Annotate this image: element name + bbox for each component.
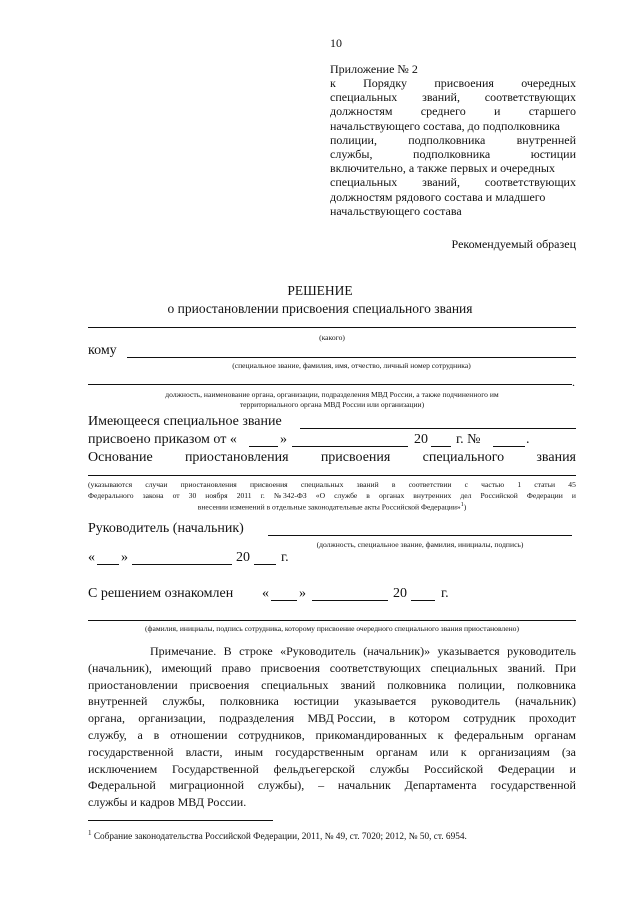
note-word: к <box>460 744 467 759</box>
note-line <box>88 693 576 710</box>
order-end-dot: . <box>526 432 530 447</box>
note-line <box>88 744 576 761</box>
appendix-word: должностям рядового состава и младшего <box>330 189 546 204</box>
acquainted-label: С решением ознакомлен <box>88 586 234 601</box>
basis-caption-word: частью <box>481 480 505 489</box>
basis-caption-word: от <box>172 491 180 500</box>
order-day-line <box>249 446 278 447</box>
note-line <box>88 761 576 778</box>
appendix-word: подполковника <box>408 132 486 147</box>
appendix-word: подполковника <box>413 147 491 162</box>
note-word: имеющий <box>161 660 212 675</box>
note-word: службы), <box>257 778 305 793</box>
note-word: руководитель <box>431 694 501 709</box>
basis-caption-word: внутренних <box>413 491 452 500</box>
note-word: званий. <box>507 660 546 675</box>
note-word: (начальник) <box>515 694 576 709</box>
appendix-word: среднего <box>420 104 466 119</box>
appendix-word: соответствующих <box>484 90 576 105</box>
note-word: государственной <box>88 744 174 759</box>
date-year-prefix: 20 <box>236 550 250 565</box>
acq-signature-line <box>88 620 576 621</box>
appendix-line <box>330 161 576 175</box>
note-word: иным <box>234 744 264 759</box>
note-word: в <box>153 727 160 742</box>
appendix-word: начальствующего состава <box>330 203 462 218</box>
appendix-word: должностям <box>330 104 393 119</box>
footnote-rule <box>88 820 273 821</box>
appendix-word: старшего <box>528 104 576 119</box>
appendix-body <box>330 76 576 218</box>
note-line <box>88 794 576 811</box>
note-line <box>88 643 576 660</box>
note-word: сотрудник <box>463 711 516 726</box>
appendix-line <box>330 204 576 218</box>
acq-open-quote: « <box>262 586 269 601</box>
basis-caption-word: присвоения <box>249 480 288 489</box>
note-word: фельдъегерской <box>273 761 355 776</box>
appendix-word: званий, <box>422 90 460 105</box>
appendix-line <box>330 104 576 118</box>
note-word: миграционной <box>169 778 245 793</box>
basis-caption-word: дел <box>460 491 472 500</box>
basis-caption-word: 45 <box>568 480 576 489</box>
appendix-line <box>330 190 576 204</box>
footnote-mark: 1 <box>88 829 92 837</box>
basis-caption-word: статьи <box>534 480 556 489</box>
basis-caption-word: специальных <box>300 480 344 489</box>
appendix-line <box>330 119 576 133</box>
note-word: полковника <box>219 694 279 709</box>
basis-caption-word: случаи <box>145 480 168 489</box>
basis-word: приостановления <box>184 450 289 465</box>
acq-close-quote: » <box>299 586 306 601</box>
kakogo-caption: (какого) <box>319 333 345 342</box>
note-word: полковника <box>516 677 576 692</box>
note-word: подразделения <box>219 711 295 726</box>
note-word: При <box>554 660 576 675</box>
note-line <box>88 660 576 677</box>
note-word: присвоения <box>260 660 321 675</box>
appendix-line <box>330 90 576 104</box>
appendix-line <box>330 147 576 161</box>
basis-word: Основание <box>88 450 153 465</box>
head-caption: (должность, специальное звание, фамилия, инициалы, подпись) <box>316 540 524 549</box>
note-word: Российской <box>424 761 484 776</box>
order-prefix: присвоено приказом от « <box>88 432 237 447</box>
note-word: приостановлении <box>88 677 178 692</box>
note-word: указывается <box>437 644 500 658</box>
note-word: службы <box>369 761 410 776</box>
note-word: специальных <box>430 660 498 675</box>
note-word: Департамента <box>404 778 477 793</box>
note-word: Федерации <box>498 761 555 776</box>
basis-caption-word: г. <box>260 491 265 500</box>
acq-year-suffix: г. <box>441 586 449 601</box>
note-word: органам <box>534 727 576 742</box>
note-word: специальных <box>261 677 329 692</box>
appendix-word: специальных <box>330 90 398 105</box>
basis-caption-word: соответствии <box>408 480 452 489</box>
note-word: государственным <box>275 744 364 759</box>
appendix-word: специальных <box>330 175 398 190</box>
note-word: (начальник)» <box>363 644 431 658</box>
appendix-line <box>330 76 576 90</box>
note-paragraph <box>88 643 576 811</box>
basis-caption-3: внесении изменений в отдельные законодательные акты Российской Федерации»$^1$) <box>197 502 467 512</box>
position-line <box>88 384 572 385</box>
appendix-word: присвоения <box>434 76 494 90</box>
basis-caption-word: № 342-ФЗ <box>273 491 307 500</box>
footnote-text: Собрание законодательства Российской Федерации, 2011, № 49, ст. 7020; 2012, № 50, ст. 6954. <box>93 832 467 843</box>
note-word: полковника <box>387 677 447 692</box>
appendix-word: полиции, <box>330 132 377 147</box>
basis-word: присвоения <box>320 450 391 465</box>
note-word: а <box>137 727 143 742</box>
basis-caption-word: ноября <box>205 491 228 500</box>
note-word: начальник <box>337 778 391 793</box>
note-line <box>88 777 576 794</box>
acq-day-line <box>271 600 297 601</box>
appendix-line <box>330 133 576 147</box>
appendix-word: юстиции <box>530 147 576 162</box>
note-word: органам <box>376 744 418 759</box>
note-word: – <box>318 778 325 793</box>
order-number-label: г. № <box>456 432 481 447</box>
note-word: Государственной <box>172 761 259 776</box>
appendix-word: очередных <box>521 76 576 90</box>
note-word: прикомандированных <box>315 727 427 742</box>
appendix-word: начальствующего состава, до подполковника <box>330 118 560 133</box>
note-word: руководитель <box>507 644 576 658</box>
acq-caption: (фамилия, инициалы, подпись сотрудника, которому присвоение очередного специального звания приостановлено) <box>145 624 519 633</box>
basis-caption-word: и <box>571 491 576 500</box>
note-word: МВД России, <box>307 711 377 726</box>
date-open-quote: « <box>88 550 95 565</box>
document-title: РЕШЕНИЕ <box>287 283 353 298</box>
basis-caption-word: (указываются <box>88 480 133 489</box>
note-word: организации, <box>138 711 206 726</box>
komu-line <box>127 357 576 358</box>
head-line <box>268 535 572 536</box>
note-word: «Руководитель <box>280 644 356 658</box>
date-year-suffix: г. <box>281 550 289 565</box>
basis-caption-word: с <box>464 480 469 489</box>
komu-label: кому <box>88 343 117 358</box>
basis-caption-word: 2011 <box>236 491 252 500</box>
appendix-word: званий, <box>422 175 460 190</box>
basis-caption-word: 1 <box>517 480 522 489</box>
note-word: и <box>569 761 576 776</box>
position-line-dot: . <box>572 375 575 389</box>
basis-caption-word: Федерального <box>88 491 134 500</box>
note-line <box>88 727 576 744</box>
note-word: соответствующих <box>329 660 421 675</box>
order-close-quote: » <box>280 432 287 447</box>
basis-line <box>88 475 576 476</box>
note-word: отношении <box>170 727 228 742</box>
note-line <box>88 710 576 727</box>
date-close-quote: » <box>121 550 128 565</box>
sample-label: Рекомендуемый образец <box>451 237 576 251</box>
position-caption-2: территориального органа МВД России или организации) <box>239 400 425 409</box>
appendix-title: Приложение № 2 <box>330 62 418 76</box>
note-word: полиции, <box>458 677 506 692</box>
note-word: службу, <box>88 727 127 742</box>
note-word: службы и кадров МВД России. <box>88 795 247 810</box>
basis-caption-word: в <box>366 491 370 500</box>
order-month-line <box>292 446 408 447</box>
note-word: федеральным <box>454 727 524 742</box>
appendix-word: и <box>494 104 501 119</box>
order-year-line <box>431 446 451 447</box>
basis-word: звания <box>536 450 576 465</box>
basis-caption-2 <box>88 491 576 500</box>
note-word: строке <box>239 644 273 658</box>
kakogo-line <box>88 327 576 328</box>
note-word: званий <box>340 677 376 692</box>
basis-caption-word: 30 <box>188 491 197 500</box>
position-caption-1: должность, наименование органа, организации, подразделения МВД России, а также подчиненного им <box>165 390 499 399</box>
note-word: к <box>437 727 444 742</box>
note-word: право <box>221 660 251 675</box>
note-word: проходит <box>528 711 576 726</box>
basis-caption-word: органах <box>378 491 405 500</box>
existing-rank-label: Имеющееся специальное звание <box>88 414 282 429</box>
basis-caption-word: в <box>391 480 396 489</box>
komu-caption: (специальное звание, фамилия, имя, отчество, личный номер сотрудника) <box>232 361 471 370</box>
acq-year-prefix: 20 <box>393 586 407 601</box>
basis-caption-1 <box>88 480 576 489</box>
note-word: (начальник), <box>88 660 152 675</box>
basis-caption-word: приостановления <box>180 480 237 489</box>
note-word: организациям <box>478 744 550 759</box>
basis-caption-word: Федерации <box>526 491 563 500</box>
document-subtitle: о приостановлении присвоения специального звания <box>167 301 473 316</box>
basis-caption-word: «О <box>315 491 326 500</box>
order-number-line <box>493 446 525 447</box>
note-word: государственной <box>490 778 576 793</box>
existing-rank-line <box>300 428 576 429</box>
date-year-line <box>254 564 276 565</box>
note-word: исключением <box>88 761 158 776</box>
note-word: в <box>389 711 396 726</box>
basis-word: специального <box>422 450 505 465</box>
appendix-line <box>330 175 576 189</box>
note-word: котором <box>408 711 450 726</box>
appendix-word: к <box>330 76 336 90</box>
acq-month-line <box>312 600 388 601</box>
page-number: 10 <box>330 36 342 50</box>
appendix-word: Порядку <box>363 76 408 90</box>
order-year-prefix: 20 <box>414 432 428 447</box>
date-day-line <box>97 564 119 565</box>
head-label: Руководитель (начальник) <box>88 521 244 536</box>
note-word: Федеральной <box>88 778 156 793</box>
appendix-word: включительно, а также первых и очередных <box>330 161 555 176</box>
basis-caption-word: Российской <box>480 491 518 500</box>
appendix-word: внутренней <box>516 132 576 147</box>
note-word: органа, <box>88 711 125 726</box>
note-word: Примечание. <box>150 644 217 658</box>
note-word: или <box>429 744 449 759</box>
note-word: (за <box>561 744 576 759</box>
note-word: службы, <box>162 694 205 709</box>
acq-year-line <box>411 600 435 601</box>
footnote <box>88 829 467 842</box>
basis-caption-word: службе <box>334 491 358 500</box>
note-word: В <box>223 644 232 658</box>
note-word: указывается <box>354 694 417 709</box>
basis-caption-word: закона <box>142 491 164 500</box>
note-word: присвоения <box>189 677 250 692</box>
note-word: юстиции <box>293 694 340 709</box>
appendix-word: службы, <box>330 147 373 162</box>
basis-caption-word: званий <box>356 480 379 489</box>
note-word: сотрудников, <box>238 727 305 742</box>
note-line <box>88 677 576 694</box>
appendix-word: соответствующих <box>484 175 576 190</box>
note-word: внутренней <box>88 694 148 709</box>
date-month-line <box>132 564 232 565</box>
basis-label <box>88 450 576 466</box>
note-word: власти, <box>185 744 223 759</box>
